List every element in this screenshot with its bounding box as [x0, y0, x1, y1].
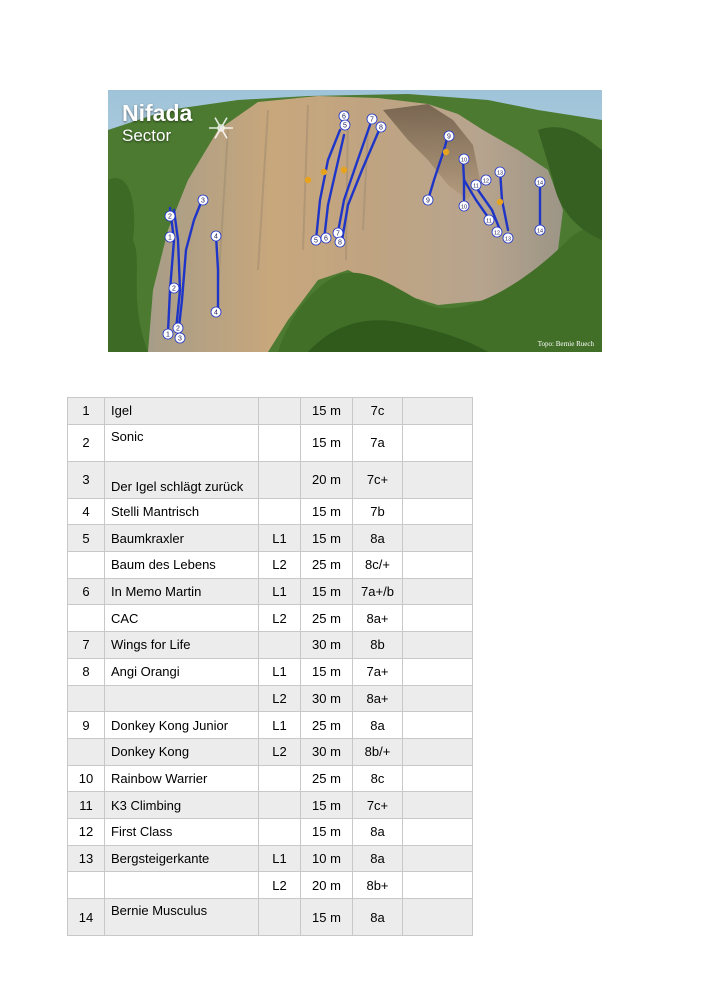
svg-text:13: 13: [496, 170, 504, 177]
route-notes: [403, 818, 473, 845]
route-pitch: L1: [259, 658, 301, 685]
svg-text:3: 3: [178, 335, 182, 343]
route-grade: 8b+: [353, 872, 403, 899]
route-number: [68, 872, 105, 899]
route-notes: [403, 424, 473, 461]
route-marker: [535, 177, 545, 187]
route-length: 20 m: [301, 872, 353, 899]
topo-credit: Topo: Bernie Ruech: [537, 340, 594, 348]
route-name: Baumkraxler: [105, 525, 259, 552]
route-pitch: L1: [259, 525, 301, 552]
route-length: 30 m: [301, 738, 353, 765]
sector-name: Nifada: [122, 100, 193, 126]
svg-text:4: 4: [214, 233, 218, 241]
topo-photo: [108, 90, 602, 352]
route-number: 6: [68, 578, 105, 605]
svg-text:9: 9: [447, 133, 451, 141]
route-table: [67, 397, 473, 936]
route-number: [68, 552, 105, 579]
svg-text:6: 6: [324, 235, 328, 243]
route-length: 30 m: [301, 632, 353, 659]
route-name: Igel: [105, 398, 259, 425]
route-marker: [169, 283, 179, 293]
svg-text:1: 1: [166, 331, 170, 339]
table-row: [68, 792, 473, 819]
route-number: [68, 605, 105, 632]
route-marker: [535, 225, 545, 235]
svg-text:2: 2: [176, 325, 180, 333]
table-row: [68, 578, 473, 605]
route-name: Der Igel schlägt zurück: [105, 461, 259, 498]
table-row: [68, 398, 473, 425]
route-marker: [444, 131, 454, 141]
route-marker: [173, 323, 183, 333]
table-row: [68, 605, 473, 632]
table-row: [68, 632, 473, 659]
route-pitch: [259, 424, 301, 461]
route-grade: 8a: [353, 899, 403, 936]
route-notes: [403, 872, 473, 899]
table-row: [68, 712, 473, 739]
anchor-marker: [321, 169, 327, 175]
svg-text:12: 12: [493, 230, 501, 237]
route-number: 10: [68, 765, 105, 792]
route-number: 5: [68, 525, 105, 552]
route-length: 30 m: [301, 685, 353, 712]
svg-text:5: 5: [314, 237, 318, 245]
route-length: 15 m: [301, 658, 353, 685]
route-grade: 8b/+: [353, 738, 403, 765]
svg-text:12: 12: [482, 178, 490, 185]
svg-text:5: 5: [343, 122, 347, 130]
svg-text:8: 8: [338, 239, 342, 247]
svg-text:13: 13: [504, 236, 512, 243]
route-notes: [403, 792, 473, 819]
route-marker: [340, 120, 350, 130]
table-row: [68, 685, 473, 712]
route-number: 7: [68, 632, 105, 659]
route-marker: [165, 232, 175, 242]
route-name: [105, 872, 259, 899]
route-notes: [403, 685, 473, 712]
route-marker: [211, 231, 221, 241]
route-pitch: L2: [259, 738, 301, 765]
sector-subtitle: Sector: [122, 126, 172, 145]
route-name: Angi Orangi: [105, 658, 259, 685]
route-grade: 7c: [353, 398, 403, 425]
route-notes: [403, 398, 473, 425]
route-marker: [333, 228, 343, 238]
route-marker: [175, 333, 185, 343]
route-length: 20 m: [301, 461, 353, 498]
route-marker: [492, 227, 502, 237]
route-grade: 8a: [353, 712, 403, 739]
route-notes: [403, 461, 473, 498]
anchor-marker: [341, 167, 347, 173]
route-pitch: [259, 398, 301, 425]
topo-title: [122, 102, 192, 144]
route-length: 15 m: [301, 818, 353, 845]
table-row: [68, 525, 473, 552]
route-marker: [495, 167, 505, 177]
route-number: 3: [68, 461, 105, 498]
route-length: 25 m: [301, 712, 353, 739]
route-pitch: [259, 498, 301, 525]
route-notes: [403, 658, 473, 685]
svg-text:4: 4: [214, 309, 218, 317]
route-pitch: L2: [259, 685, 301, 712]
route-marker: [339, 111, 349, 121]
route-grade: 7c+: [353, 461, 403, 498]
route-marker: [198, 195, 208, 205]
route-pitch: L2: [259, 605, 301, 632]
route-length: 15 m: [301, 792, 353, 819]
route-pitch: [259, 818, 301, 845]
route-length: 15 m: [301, 424, 353, 461]
route-number: 13: [68, 845, 105, 872]
route-grade: 7c+: [353, 792, 403, 819]
svg-text:11: 11: [486, 218, 492, 225]
table-row: [68, 461, 473, 498]
svg-text:2: 2: [172, 285, 176, 293]
route-grade: 7b: [353, 498, 403, 525]
route-pitch: L2: [259, 872, 301, 899]
route-name: First Class: [105, 818, 259, 845]
route-pitch: [259, 899, 301, 936]
svg-text:11: 11: [473, 183, 479, 190]
route-pitch: [259, 461, 301, 498]
route-notes: [403, 498, 473, 525]
route-notes: [403, 605, 473, 632]
route-notes: [403, 899, 473, 936]
table-row: [68, 845, 473, 872]
svg-text:8: 8: [379, 124, 383, 132]
route-name: In Memo Martin: [105, 578, 259, 605]
svg-text:3: 3: [201, 197, 205, 205]
route-name: K3 Climbing: [105, 792, 259, 819]
route-marker: [503, 233, 513, 243]
route-number: [68, 738, 105, 765]
route-name: CAC: [105, 605, 259, 632]
route-marker: [165, 211, 175, 221]
svg-text:7: 7: [370, 116, 374, 124]
route-grade: 8c/+: [353, 552, 403, 579]
route-name: Stelli Mantrisch: [105, 498, 259, 525]
route-number: 14: [68, 899, 105, 936]
anchor-marker: [443, 149, 449, 155]
route-length: 15 m: [301, 525, 353, 552]
route-number: [68, 685, 105, 712]
route-marker: [459, 154, 469, 164]
route-marker: [335, 237, 345, 247]
route-notes: [403, 552, 473, 579]
table-row: [68, 872, 473, 899]
route-length: 15 m: [301, 498, 353, 525]
svg-text:14: 14: [536, 228, 544, 235]
route-marker: [459, 201, 469, 211]
route-marker: [481, 175, 491, 185]
route-length: 15 m: [301, 899, 353, 936]
svg-text:2: 2: [168, 213, 172, 221]
route-grade: 7a: [353, 424, 403, 461]
route-length: 25 m: [301, 765, 353, 792]
route-number: 8: [68, 658, 105, 685]
route-marker: [471, 180, 481, 190]
route-marker: [211, 307, 221, 317]
svg-text:9: 9: [426, 197, 430, 205]
table-row: [68, 738, 473, 765]
route-pitch: L1: [259, 712, 301, 739]
route-marker: [376, 122, 386, 132]
table-row: [68, 899, 473, 936]
anchor-marker: [497, 199, 503, 205]
route-grade: 7a+: [353, 658, 403, 685]
route-grade: 8a+: [353, 685, 403, 712]
route-notes: [403, 765, 473, 792]
route-name: Bergsteigerkante: [105, 845, 259, 872]
svg-text:7: 7: [336, 230, 340, 238]
route-grade: 8a+: [353, 605, 403, 632]
route-pitch: [259, 765, 301, 792]
route-pitch: L1: [259, 845, 301, 872]
route-pitch: [259, 632, 301, 659]
route-grade: 8a: [353, 845, 403, 872]
route-length: 10 m: [301, 845, 353, 872]
svg-text:10: 10: [460, 204, 468, 211]
route-pitch: [259, 792, 301, 819]
route-notes: [403, 632, 473, 659]
route-name: Wings for Life: [105, 632, 259, 659]
route-marker: [321, 233, 331, 243]
svg-text:1: 1: [168, 234, 172, 242]
route-name: Donkey Kong: [105, 738, 259, 765]
route-number: 4: [68, 498, 105, 525]
route-length: 15 m: [301, 398, 353, 425]
route-name: [105, 685, 259, 712]
route-name: Rainbow Warrier: [105, 765, 259, 792]
route-name: Baum des Lebens: [105, 552, 259, 579]
route-grade: 8a: [353, 818, 403, 845]
route-pitch: L2: [259, 552, 301, 579]
table-row: [68, 818, 473, 845]
route-grade: 8a: [353, 525, 403, 552]
route-marker: [484, 215, 494, 225]
route-name: Donkey Kong Junior: [105, 712, 259, 739]
route-length: 25 m: [301, 552, 353, 579]
route-length: 25 m: [301, 605, 353, 632]
route-marker: [311, 235, 321, 245]
route-number: 11: [68, 792, 105, 819]
route-name: Bernie Musculus: [105, 899, 259, 936]
route-number: 9: [68, 712, 105, 739]
route-notes: [403, 525, 473, 552]
svg-text:10: 10: [460, 157, 468, 164]
route-notes: [403, 738, 473, 765]
route-number: 1: [68, 398, 105, 425]
route-pitch: L1: [259, 578, 301, 605]
route-length: 15 m: [301, 578, 353, 605]
route-grade: 8b: [353, 632, 403, 659]
svg-text:14: 14: [536, 180, 544, 187]
route-notes: [403, 578, 473, 605]
route-notes: [403, 712, 473, 739]
route-marker: [423, 195, 433, 205]
route-marker: [163, 329, 173, 339]
anchor-marker: [305, 177, 311, 183]
route-name: Sonic: [105, 424, 259, 461]
route-marker: [367, 114, 377, 124]
route-number: 2: [68, 424, 105, 461]
table-row: [68, 552, 473, 579]
svg-text:6: 6: [342, 113, 346, 121]
table-row: [68, 424, 473, 461]
table-row: [68, 658, 473, 685]
table-row: [68, 765, 473, 792]
table-row: [68, 498, 473, 525]
route-grade: 8c: [353, 765, 403, 792]
route-grade: 7a+/b: [353, 578, 403, 605]
route-notes: [403, 845, 473, 872]
route-number: 12: [68, 818, 105, 845]
